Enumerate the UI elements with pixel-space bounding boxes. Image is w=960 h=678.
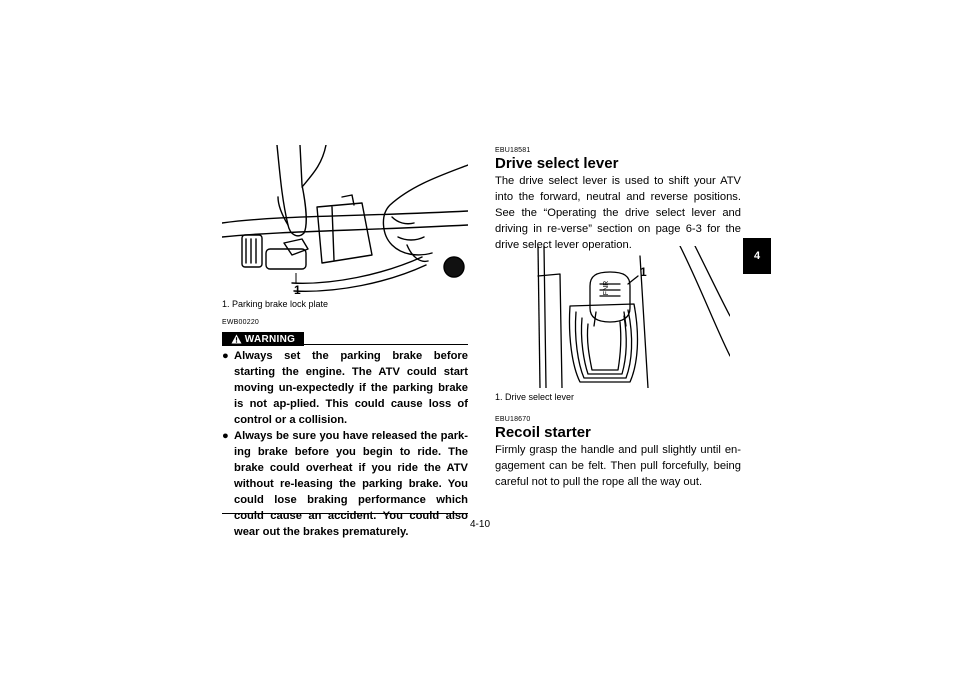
bullet-icon: ● — [222, 430, 229, 442]
knob-letter-f: F — [603, 290, 611, 296]
warning-end-rule — [222, 513, 468, 514]
warning-list — [222, 348, 468, 540]
warning-label: WARNING — [244, 333, 296, 345]
knob-letters — [604, 281, 610, 295]
warning-item-text: Always set the parking brake before starting the engine. The ATV could start moving un-expectedly if the parking brake is not ap-plied. This could cause loss of control or a collision. — [234, 350, 468, 426]
parking-brake-illustration — [222, 145, 468, 295]
warning-code: EWB00220 — [222, 319, 260, 326]
warning-badge — [222, 332, 304, 346]
section-title-drive-select-lever: Drive select lever — [495, 155, 619, 172]
callout-number: 1 — [294, 283, 301, 297]
bullet-icon: ● — [222, 350, 229, 362]
knob-letter-r: R — [603, 280, 611, 286]
warning-item — [222, 428, 468, 540]
callout-number: 1 — [640, 265, 647, 279]
section-body-drive-select-lever: The drive select lever is used to shift your ATV into the forward, neutral and reverse positions. See the “Operating the drive select lever and driving in re-verse” section on page 6-3 for the drive select lever operation. — [495, 175, 741, 251]
page-number: 4-10 — [470, 519, 491, 530]
warning-triangle-icon — [231, 334, 242, 344]
warning-header — [222, 329, 468, 347]
figure-caption: 1. Drive select lever — [495, 392, 575, 402]
drive-select-lever-illustration — [530, 246, 730, 388]
section-code: EBU18670 — [495, 416, 531, 423]
section-code: EBU18581 — [495, 147, 531, 154]
warning-item-text: Always be sure you have released the park-ing brake before you begin to ride. The brake could overheat if you ride the ATV without re-leasing the parking brake. You could lose braking performance which could cause an accident. You could also wear out the brakes prematurely. — [234, 430, 468, 538]
section-body-recoil-starter: Firmly grasp the handle and pull slightly until en-gagement can be felt. Then pull forcefully, being careful not to pull the rope all the way out. — [495, 444, 741, 488]
section-title-recoil-starter: Recoil starter — [495, 424, 591, 441]
warning-item — [222, 348, 468, 428]
knob-letter-n: N — [603, 285, 611, 291]
figure-caption: 1. Parking brake lock plate — [222, 299, 329, 309]
chapter-tab: 4 — [743, 238, 771, 274]
